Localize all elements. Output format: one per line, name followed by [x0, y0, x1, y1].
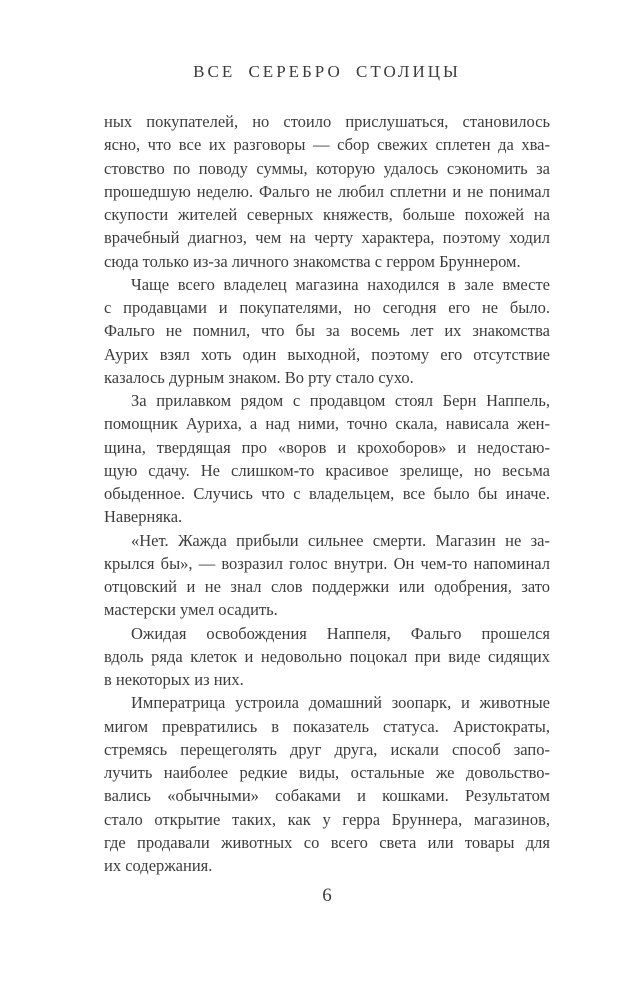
paragraph	[104, 622, 550, 692]
text-line: вдоль ряда клеток и недовольно поцокал при виде сидящих	[104, 646, 550, 666]
text-line: лучить наиболее редкие виды, остальные же довольство-	[104, 763, 550, 782]
text-line: Императрица устроила домашний зоопарк, и животные	[131, 693, 550, 713]
text-line: помощник Ауриха, а над ними, точно скала, нависала жен-	[104, 414, 550, 434]
paragraph	[104, 389, 550, 529]
paragraph	[104, 273, 550, 389]
text-line: их содержания.	[104, 856, 213, 875]
text-line: ясно, что все их разговоры — сбор свежих сплетен да хва-	[104, 135, 550, 155]
text-line: ных покупателей, но стоило прислушаться, становилось	[104, 112, 550, 131]
text-line: щую сдачу. Не слишком-то красивое зрелище, но весьма	[104, 460, 550, 480]
text-line: щина, твердящая про «воров и крохоборов» и недостаю-	[104, 437, 550, 457]
text-line: где продавали животных со всего света или товары для	[104, 832, 550, 852]
text-line: обыденное. Случись что с владельцем, все было бы иначе.	[104, 484, 550, 503]
text-line: с продавцами и покупателями, но сегодня его не было.	[104, 298, 550, 317]
text-line: в некоторых из них.	[104, 670, 244, 689]
text-line: скупости жителей северных княжеств, больше похожей на	[104, 205, 550, 224]
text-line: Чаще всего владелец магазина находился в зале вместе	[131, 274, 550, 294]
text-line: крылся бы», — возразил голос внутри. Он чем-то напоминал	[104, 553, 550, 573]
text-line: стало открытие таких, как у герра Бруннера, магазинов,	[104, 809, 550, 829]
paragraph	[104, 110, 550, 273]
page-number: 6	[322, 885, 332, 906]
text-line: Ожидая освобождения Наппеля, Фальго прошелся	[131, 623, 550, 643]
text-line: Фальго не помнил, что бы за восемь лет их знакомства	[104, 321, 550, 341]
text-line: Аурих взял хоть один выходной, поэтому его отсутствие	[104, 344, 550, 364]
running-head: ВСЕ СЕРЕБРО СТОЛИЦЫ	[193, 62, 461, 81]
text-line: За прилавком рядом с продавцом стоял Берн Наппель,	[131, 391, 550, 410]
text-line: мигом превратились в показатель статуса. Аристократы,	[104, 716, 550, 736]
text-line: сюда только из-за личного знакомства с герром Бруннером.	[104, 251, 521, 271]
text-line: отцовский и не знал слов поддержки или одобрения, зато	[104, 577, 550, 596]
text-line: мастерски умел осадить.	[104, 600, 278, 620]
page-body	[104, 110, 550, 877]
paragraph	[104, 529, 550, 622]
text-line: Наверняка.	[104, 507, 183, 527]
text-line: «Нет. Жажда прибыли сильнее смерти. Магазин не за-	[131, 530, 550, 550]
paragraph	[104, 691, 550, 877]
text-line: вались «обычными» собаками и кошками. Результатом	[104, 786, 550, 806]
text-line: стремясь перещеголять друг друга, искали способ запо-	[104, 739, 550, 759]
text-line: стовство по поводу суммы, которую удалось сэкономить за	[104, 158, 550, 178]
text-line: врачебный диагноз, чем на черту характера, поэтому ходил	[104, 228, 550, 248]
text-line: казалось дурным знаком. Во рту стало сухо.	[104, 367, 414, 387]
text-line: прошедшую неделю. Фальго не любил сплетни и не понимал	[104, 181, 550, 201]
